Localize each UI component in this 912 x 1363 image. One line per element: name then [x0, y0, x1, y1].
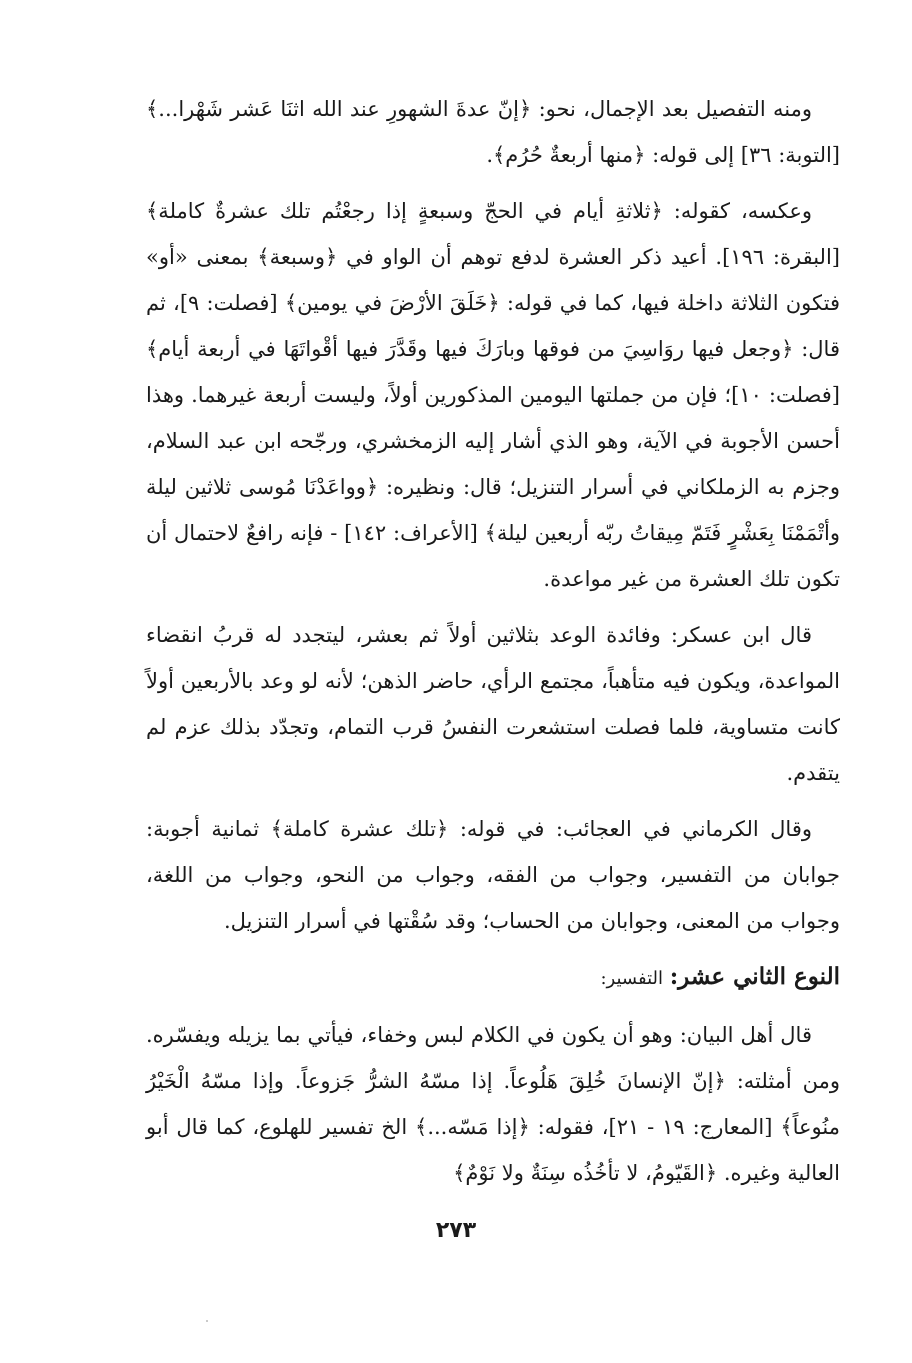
section-heading [146, 954, 840, 1002]
page-number: ٢٧٣ [435, 1218, 477, 1243]
paragraph-ibn-askar: قال ابن عسكر: وفائدة الوعد بثلاثين أولاً ثم بعشر، ليتجدد له قربُ انقضاء المواعدة، ويكون فيه متأهباً، مجتمع الرأي، حاضر الذهن؛ لأنه لو وعد بالأربعين أولاً كانت متساوية، فلما فصلت استشعرت النفسُ قرب التمام، وتجدّد بذلك عزم لم يتقدم. [146, 623, 840, 785]
document-page [146, 86, 840, 1196]
paragraph-gap [146, 796, 840, 806]
paragraph-aksuhu: وعكسه، كقوله: ﴿ثلاثةِ أيام في الحجّ وسبعةٍ إذا رجعْتُم تلك عشرةٌ كاملة﴾ [البقرة: ١٩٦]. أعيد ذكر العشرة لدفع توهم أن الواو في ﴿وسبعة﴾ بمعنى «أو» فتكون الثلاثة داخلة فيها، كما في قوله: ﴿خَلَقَ الأرْضَ في يومين﴾ [فصلت: ٩]، ثم قال: ﴿وجعل فيها روَاسِيَ من فوقها وبارَكَ فيها وقَدَّرَ فيها أقْواتَهَا في أربعة أيام﴾ [فصلت: ١٠]؛ فإن من جملتها اليومين المذكورين أولاً، وليست أربعة غيرهما. وهذا أحسن الأجوبة في الآية، وهو الذي أشار إليه الزمخشري، ورجّحه ابن عبد السلام، وجزم به الزملكاني في أسرار التنزيل؛ قال: ونظيره: ﴿وواعَدْنَا مُوسى ثلاثين ليلة وأتْمَمْنَا بِعَشْرٍ فَتَمّ مِيقاتُ ربّه أربعين ليلة﴾ [الأعراف: ١٤٢] - فإنه رافعٌ لاحتمال أن تكون تلك العشرة من غير مواعدة. [146, 199, 840, 591]
paragraph-ahl-al-bayan: قال أهل البيان: وهو أن يكون في الكلام لبس وخفاء، فيأتي بما يزيله ويفسّره. ومن أمثلته: ﴿إنّ الإنسانَ خُلِقَ هَلُوعاً. إذا مسّهُ الشرُّ جَزوعاً. وإذا مسّهُ الْخَيْرُ منُوعاً﴾ [المعارج: ١٩ - ٢١]، فقوله: ﴿إذا مَسّه...﴾ الخ تفسير للهلوع، كما قال أبو العالية وغيره. ﴿القَيّومُ، لا تأخُذُه سِنَةٌ ولا نَوْمٌ﴾ [146, 1023, 840, 1185]
paragraph-tafsil: ومنه التفصيل بعد الإجمال، نحو: ﴿إنّ عدةَ الشهورِ عند الله اثنَا عَشر شَهْرا...﴾ [التوبة: ٣٦] إلى قوله: ﴿منها أربعةٌ حُرُم﴾. [146, 97, 840, 167]
section-heading-subtitle: التفسير: [600, 968, 663, 989]
paragraph-gap [146, 944, 840, 954]
section-heading-title: النوع الثاني عشر: [669, 963, 840, 990]
paragraph-gap [146, 1002, 840, 1012]
scan-speck [206, 1320, 208, 1322]
paragraph-kirmani: وقال الكرماني في العجائب: في قوله: ﴿تلك عشرة كاملة﴾ ثمانية أجوبة: جوابان من التفسير، وجواب من الفقه، وجواب من النحو، وجواب من اللغة، وجواب من المعنى، وجوابان من الحساب؛ وقد سُقْتها في أسرار التنزيل. [146, 817, 840, 933]
paragraph-gap [146, 178, 840, 188]
paragraph-gap [146, 602, 840, 612]
